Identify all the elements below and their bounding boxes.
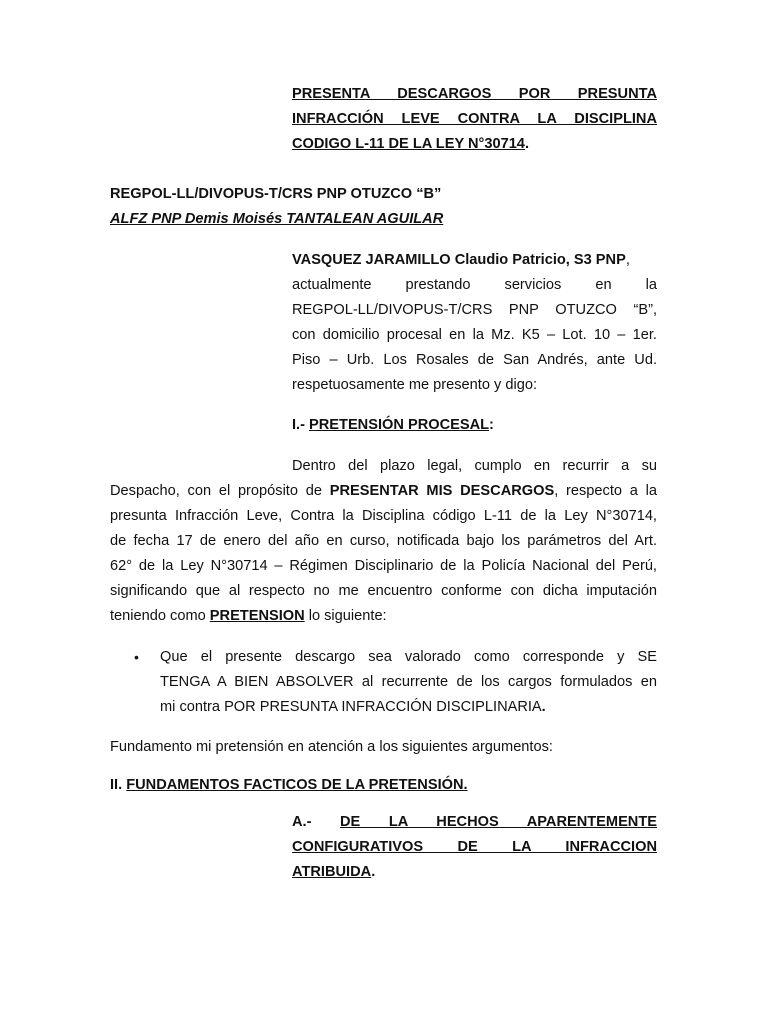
paragraph-1-last-a: teniendo como bbox=[110, 608, 210, 624]
addressee-unit: REGPOL-LL/DIVOPUS-T/CRS PNP OTUZCO “B” bbox=[110, 186, 442, 202]
bullet-line-1: Que el presente descargo sea valorado como corresponde y SE bbox=[160, 649, 657, 665]
intro-line-4: Piso – Urb. Los Rosales de San Andrés, ante Ud. bbox=[292, 352, 657, 368]
subsection-a-heading bbox=[292, 810, 657, 885]
bullet-end: . bbox=[541, 699, 546, 715]
intro-paragraph bbox=[292, 248, 657, 398]
intro-line-2: REGPOL-LL/DIVOPUS-T/CRS PNP OTUZCO “B”, bbox=[292, 302, 657, 318]
section-1-heading bbox=[292, 413, 657, 438]
subsection-a-number: A.- bbox=[292, 814, 312, 830]
paragraph-1-line-1: Dentro del plazo legal, cumplo en recurrir a su bbox=[292, 458, 657, 474]
paragraph-1-emphasis: PRESENTAR MIS DESCARGOS bbox=[329, 483, 555, 499]
intro-line-1: actualmente prestando servicios en la bbox=[292, 277, 657, 293]
intro-line-3: con domicilio procesal en la Mz. K5 – Lot. 10 – 1er. bbox=[292, 327, 657, 343]
section-1-title: PRETENSIÓN PROCESAL bbox=[309, 417, 490, 433]
subsection-a-end: . bbox=[371, 864, 376, 880]
title-line-2: INFRACCIÓN LEVE CONTRA LA DISCIPLINA bbox=[292, 111, 657, 127]
petitioner-name-end: , bbox=[625, 252, 630, 268]
bullet-marker: • bbox=[134, 649, 139, 665]
document-title bbox=[292, 82, 657, 157]
paragraph-1-line-6: significando que al respecto no me encuentro conforme con dicha imputación bbox=[110, 583, 657, 599]
subsection-a-line-3: ATRIBUIDA bbox=[292, 864, 372, 880]
section-2-number: II. bbox=[110, 777, 127, 793]
intro-line-5: respetuosamente me presento y digo: bbox=[292, 377, 537, 393]
paragraph-1-line-4: de fecha 17 de enero del año en curso, notificada bajo los parámetros del Art. bbox=[110, 533, 657, 549]
title-line-1: PRESENTA DESCARGOS POR PRESUNTA bbox=[292, 86, 657, 102]
paragraph-1-last-c: lo siguiente: bbox=[304, 608, 387, 624]
paragraph-1-line-5: 62° de la Ley N°30714 – Régimen Disciplinario de la Policía Nacional del Perú, bbox=[110, 558, 657, 574]
paragraph-1-body bbox=[110, 479, 657, 629]
bullet-line-2: TENGA A BIEN ABSOLVER al recurrente de los cargos formulados en bbox=[160, 674, 657, 690]
bullet-line-3: mi contra POR PRESUNTA INFRACCIÓN DISCIPLINARIA bbox=[160, 699, 542, 715]
section-1-title-end: : bbox=[489, 417, 494, 433]
paragraph-1-first-line bbox=[292, 454, 657, 479]
paragraph-2 bbox=[110, 735, 657, 760]
paragraph-2-text: Fundamento mi pretensión en atención a los siguientes argumentos: bbox=[110, 739, 553, 755]
paragraph-1-line-3: presunta Infracción Leve, Contra la Disciplina código L-11 de la Ley N°30714, bbox=[110, 508, 657, 524]
subsection-a-line-1: DE LA HECHOS APARENTEMENTE bbox=[340, 814, 657, 830]
paragraph-1-line-2c: , respecto a la bbox=[554, 483, 657, 499]
bullet-item bbox=[160, 645, 657, 720]
section-2-title: FUNDAMENTOS FACTICOS DE LA PRETENSIÓN. bbox=[126, 777, 468, 793]
section-2-heading bbox=[110, 773, 657, 798]
title-line-3: CODIGO L-11 DE LA LEY N°30714 bbox=[292, 136, 525, 152]
addressee bbox=[110, 182, 670, 232]
section-1-number: I.- bbox=[292, 417, 310, 433]
paragraph-1-line-2a: Despacho, con el propósito de bbox=[110, 483, 330, 499]
subsection-a-line-2: CONFIGURATIVOS DE LA INFRACCION bbox=[292, 839, 657, 855]
addressee-officer: ALFZ PNP Demis Moisés TANTALEAN AGUILAR bbox=[110, 211, 444, 227]
title-end: . bbox=[524, 136, 529, 152]
paragraph-1-pretension: PRETENSION bbox=[209, 608, 305, 624]
petitioner-name: VASQUEZ JARAMILLO Claudio Patricio, S3 PNP bbox=[292, 252, 626, 268]
